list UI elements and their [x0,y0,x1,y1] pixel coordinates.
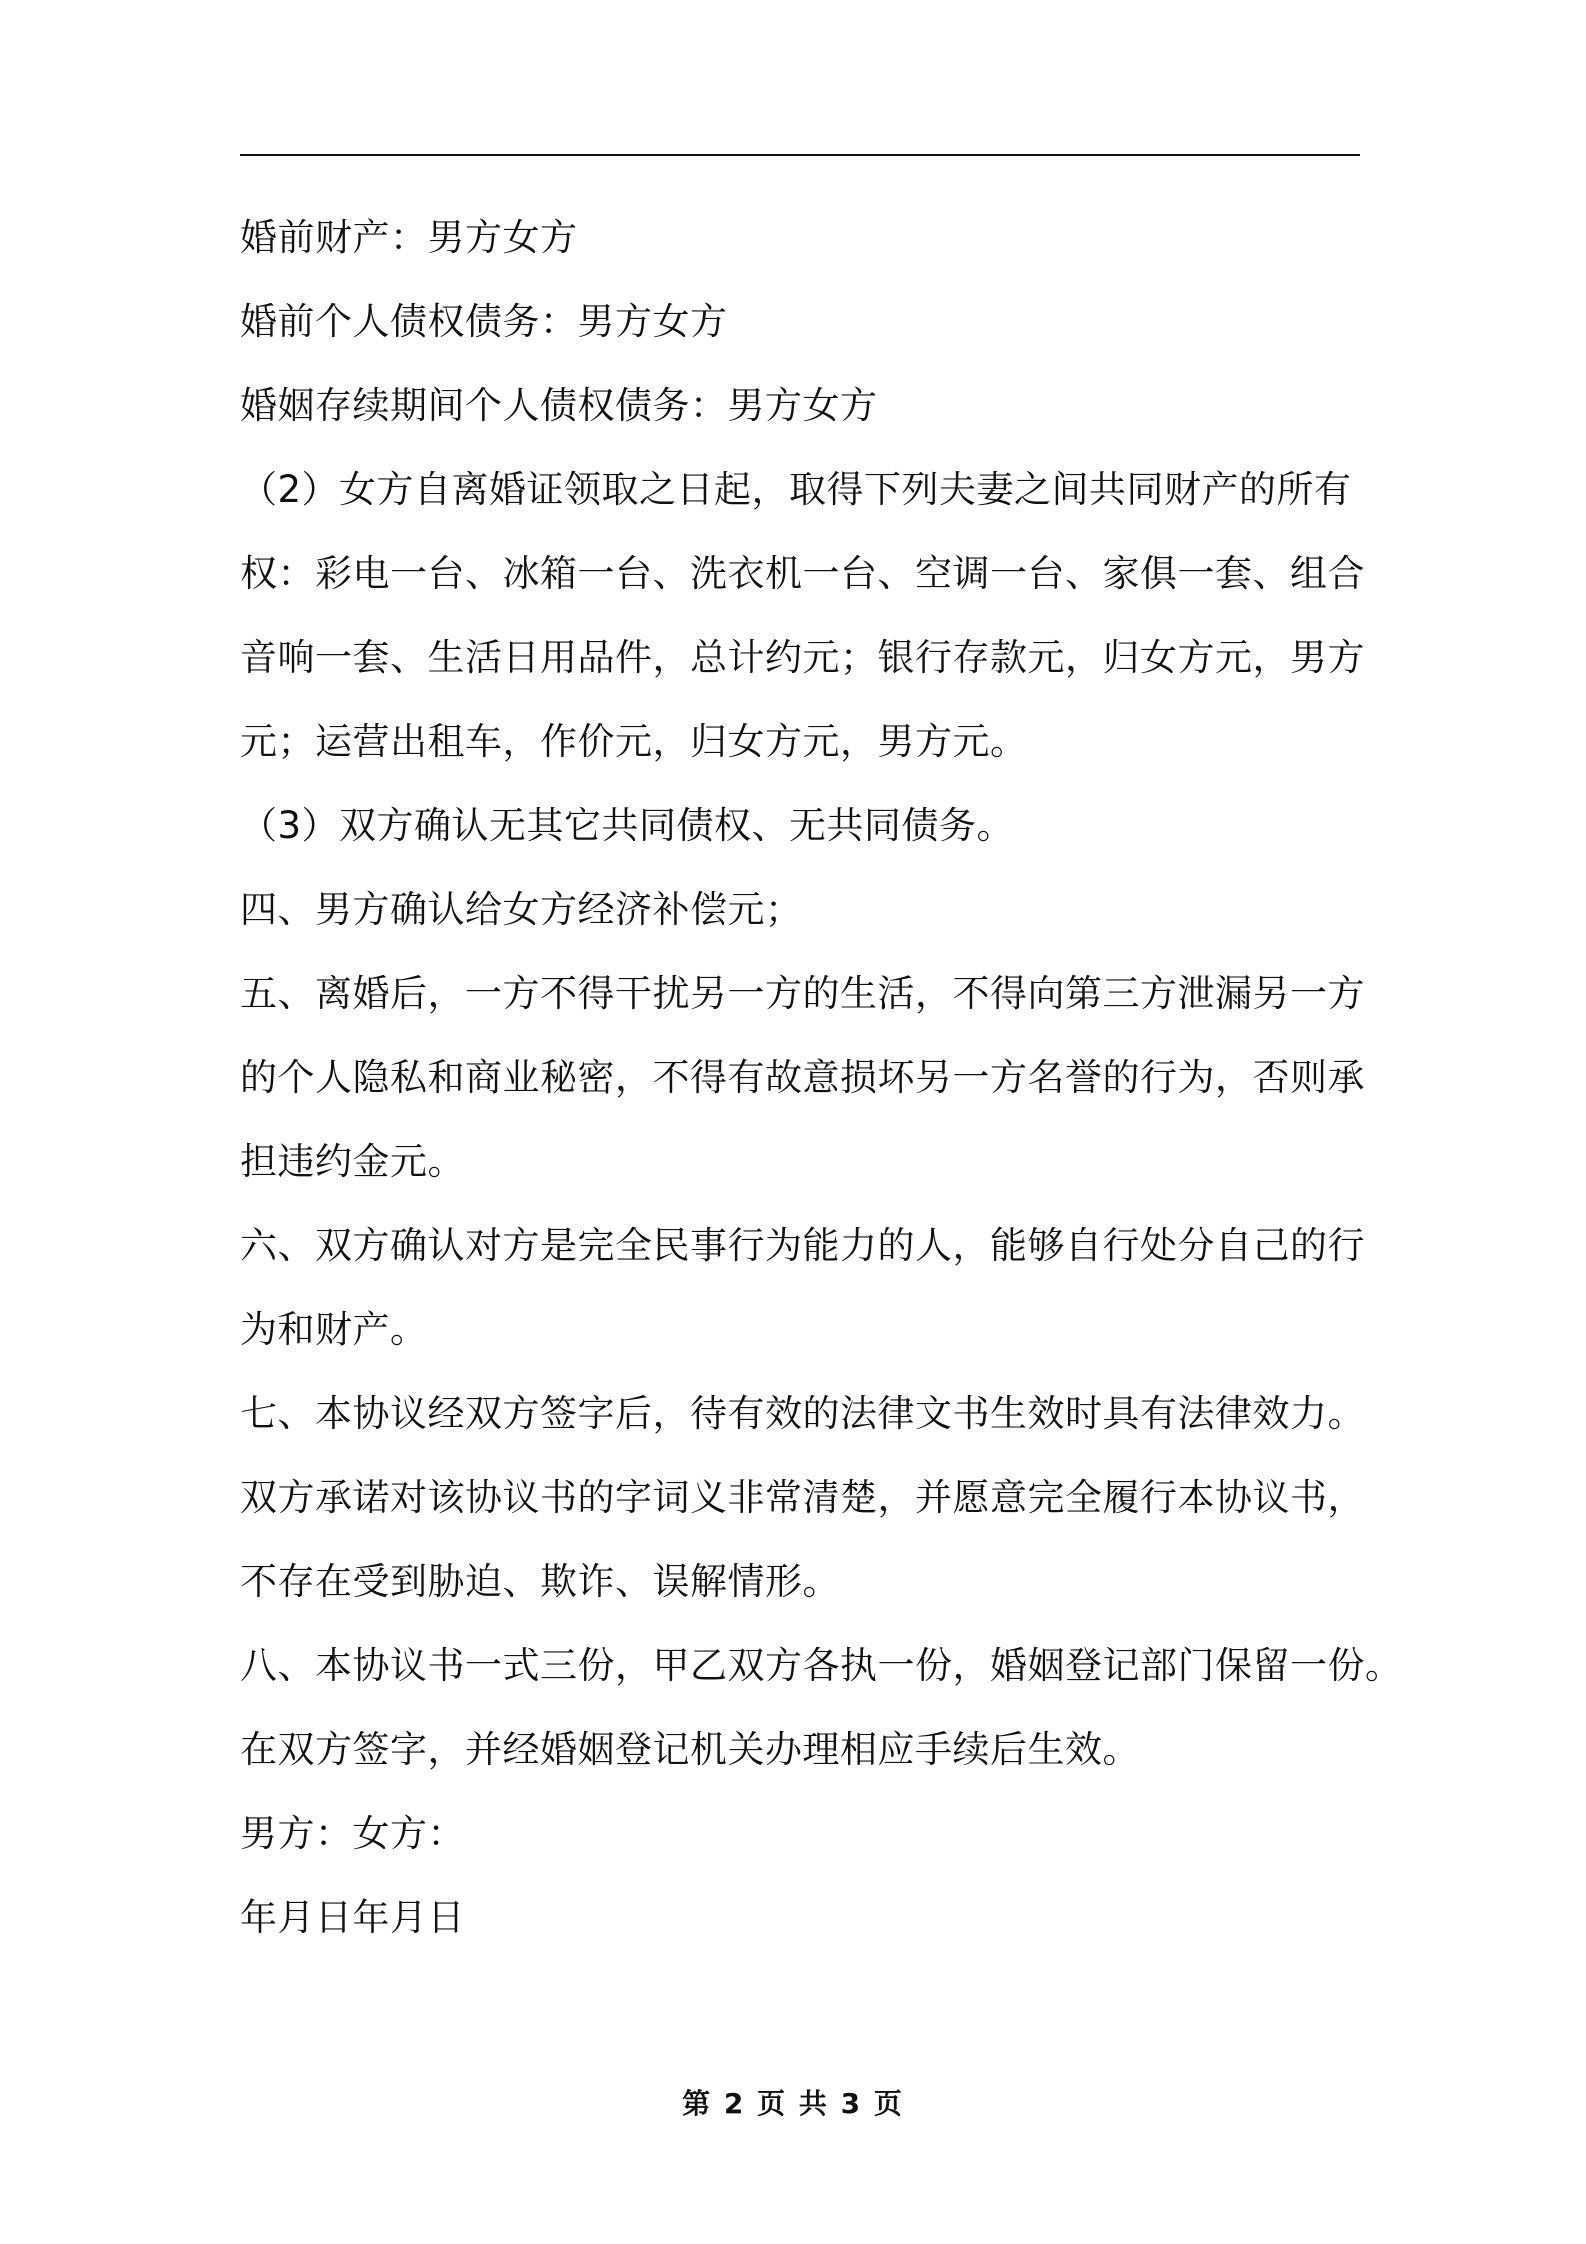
document-body [240,196,1403,1960]
date-line: 年月日年月日 [240,1896,465,1939]
text-line: 四、男方确认给女方经济补偿元； [240,888,803,931]
text-line: 双方承诺对该协议书的字词义非常清楚，并愿意完全履行本协议书， [240,1476,1365,1519]
text-line: 八、本协议书一式三份，甲乙双方各执一份，婚姻登记部门保留一份。 [240,1644,1403,1687]
header-divider [240,154,1360,156]
signature-line: 男方：女方： [240,1812,465,1855]
text-line: （3）双方确认无其它共同债权、无共同债务。 [240,804,1015,847]
text-line: 婚前个人债权债务：男方女方 [240,300,728,343]
text-line: 元；运营出租车，作价元，归女方元，男方元。 [240,720,1028,763]
text-line: 五、离婚后，一方不得干扰另一方的生活，不得向第三方泄漏另一方 [240,972,1365,1015]
text-line: 音响一套、生活日用品件，总计约元；银行存款元，归女方元，男方 [240,636,1365,679]
text-line: 婚姻存续期间个人债权债务：男方女方 [240,384,878,427]
text-line: 为和财产。 [240,1308,428,1351]
text-line: 七、本协议经双方签字后，待有效的法律文书生效时具有法律效力。 [240,1392,1365,1435]
text-line: （2）女方自离婚证领取之日起，取得下列夫妻之间共同财产的所有 [240,468,1352,511]
page-number-footer: 第 2 页 共 3 页 [682,2087,904,2120]
text-line: 不存在受到胁迫、欺诈、误解情形。 [240,1560,840,1603]
text-line: 的个人隐私和商业秘密，不得有故意损坏另一方名誉的行为，否则承 [240,1056,1365,1099]
text-line: 权：彩电一台、冰箱一台、洗衣机一台、空调一台、家俱一套、组合 [240,552,1365,595]
text-line: 担违约金元。 [240,1140,465,1183]
text-line: 婚前财产：男方女方 [240,216,578,259]
text-line: 在双方签字，并经婚姻登记机关办理相应手续后生效。 [240,1728,1140,1771]
text-line: 六、双方确认对方是完全民事行为能力的人，能够自行处分自己的行 [240,1224,1365,1267]
